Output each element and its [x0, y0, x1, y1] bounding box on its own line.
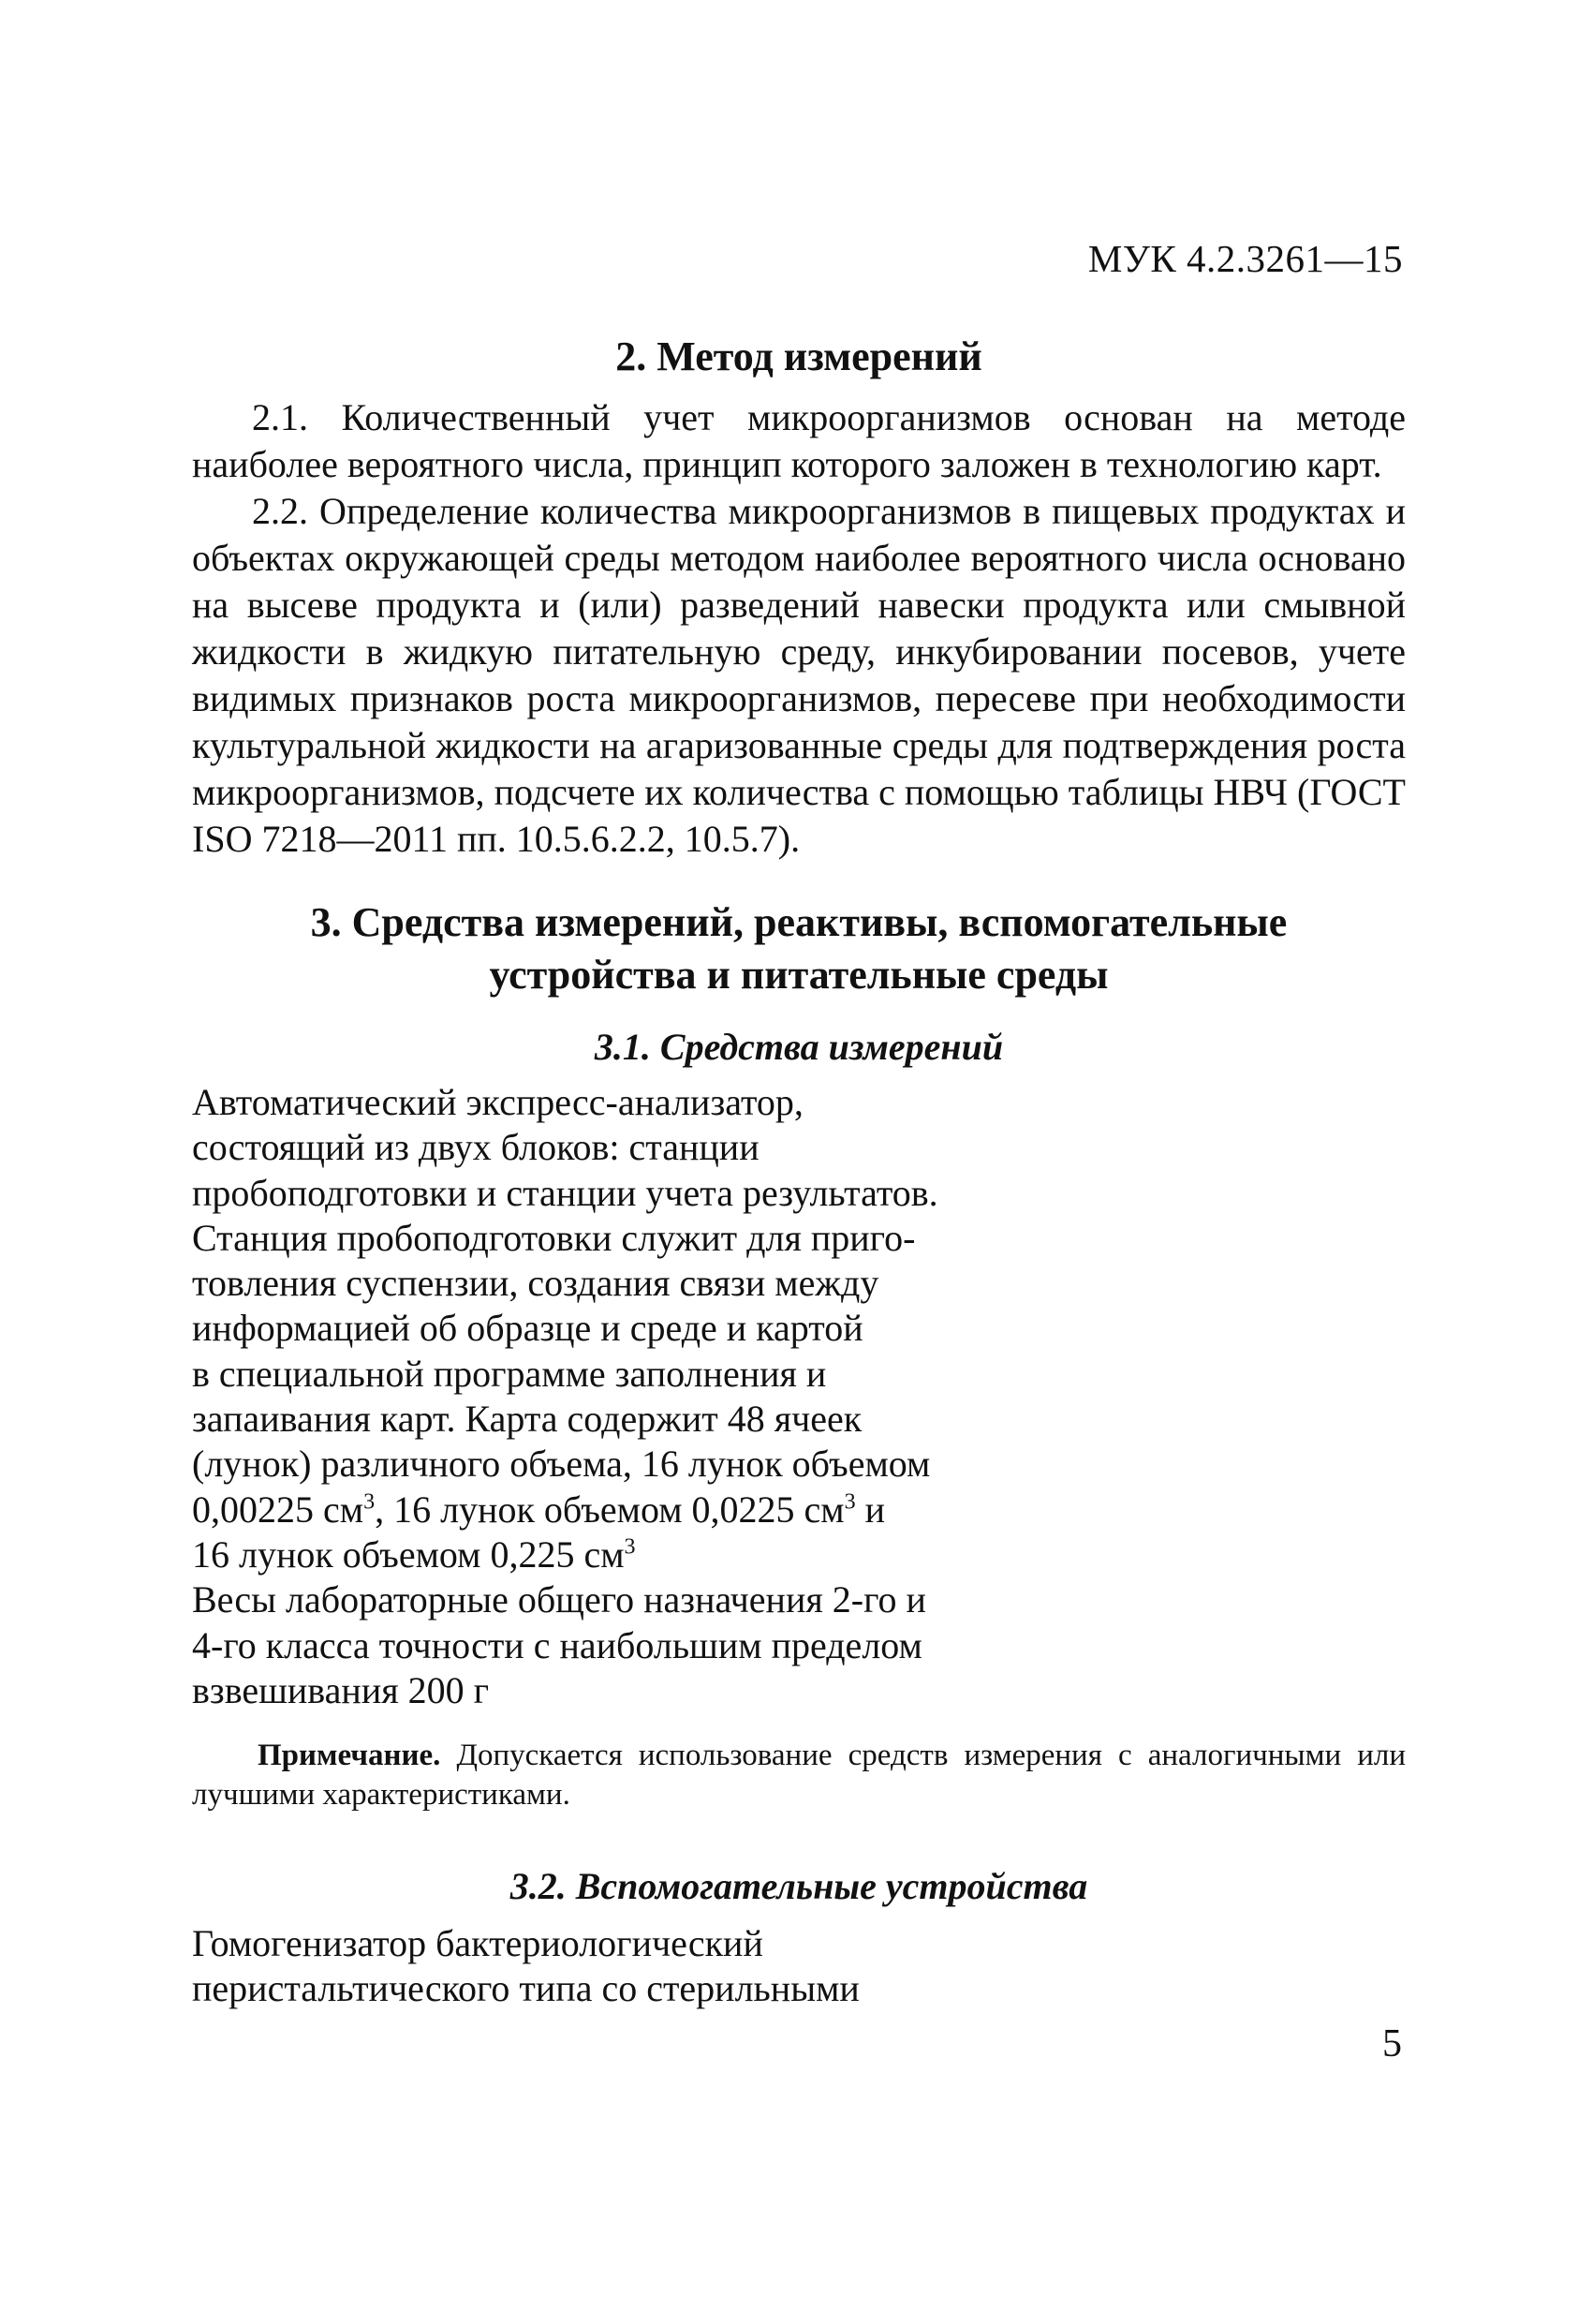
paragraph-2-2: 2.2. Определение количества микроорганизмов в пищевых продуктах и объектах окружающей среды методом наиболее вероятного числа основано на высеве продукта и (или) разведений навески продукта или смывной жидкости в жидкую питательную среду, инкубировании посевов, учете видимых признаков роста микроорганизмов, пересеве при необходимости культуральной жидкости на агаризованные среды для подтверждения роста микроорганизмов, подсчете их количества с помощью таблицы НВЧ (ГОСТ ISO 7218—2011 пп. 10.5.6.2.2, 10.5.7).	[192, 490, 1406, 860]
text-line: Весы лабораторные общего назначения 2-го и	[192, 1578, 926, 1621]
text-line: Автоматический экспресс-анализатор,	[192, 1081, 804, 1123]
section-3-title-line-2: устройства и питательные среды	[489, 952, 1109, 998]
subsection-3-1-title: 3.1. Средства измерений	[594, 1026, 1004, 1068]
superscript-3: 3	[363, 1489, 376, 1515]
text-line: Станция пробоподготовки служит для приго-	[192, 1216, 916, 1259]
text-line: взвешивания 200 г	[192, 1668, 490, 1711]
text-line: товления суспензии, создания связи между	[192, 1262, 879, 1305]
text-line: перистальтического типа со стерильными	[192, 1967, 860, 2010]
auxiliary-devices-text	[192, 1921, 1406, 2012]
section-2-title: 2. Метод измерений	[615, 333, 982, 379]
page-number: 5	[1382, 2022, 1402, 2065]
text-line: Гомогенизатор бактериологический	[192, 1922, 763, 1965]
note-label: Примечание.	[258, 1739, 441, 1773]
text-line: состоящий из двух блоков: станции	[192, 1126, 760, 1169]
section-3-title	[192, 896, 1406, 1001]
page-content	[192, 333, 1406, 2012]
section-3-title-line-1: 3. Средства измерений, реактивы, вспомогательные	[310, 899, 1288, 945]
superscript-3: 3	[844, 1489, 856, 1515]
subsection-3-2-title: 3.2. Вспомогательные устройства	[509, 1865, 1088, 1908]
measurement-tools-text	[192, 1080, 1406, 1713]
text-line: в специальной программе заполнения и	[192, 1352, 827, 1395]
superscript-3: 3	[624, 1534, 636, 1560]
text-line: пробоподготовки и станции учета результатов.	[192, 1171, 938, 1214]
text-line: информацией об образце и среде и картой	[192, 1307, 863, 1350]
text-line: 4-го класса точности с наибольшим пределом	[192, 1623, 922, 1666]
text-line: запаивания карт. Карта содержит 48 ячеек	[192, 1398, 863, 1441]
note	[192, 1736, 1406, 1814]
note-text: Допускается использование средств измерения с аналогичными или лучшими характеристиками.	[192, 1739, 1406, 1813]
volume-line-1: 0,00225 $см^3$, 16 лунок объемом 0,0225 $см^3$ и	[192, 1488, 886, 1531]
text-line: (лунок) различного объема, 16 лунок объемом	[192, 1443, 931, 1486]
document-code: МУК 4.2.3261—15	[1087, 237, 1403, 280]
paragraph-2-1: 2.1. Количественный учет микроорганизмов основан на методе наиболее вероятного числа, принцип которого заложен в технологию карт.	[192, 396, 1406, 485]
volume-line-2: 16 лунок объемом 0,225 $см^3$	[192, 1532, 636, 1576]
